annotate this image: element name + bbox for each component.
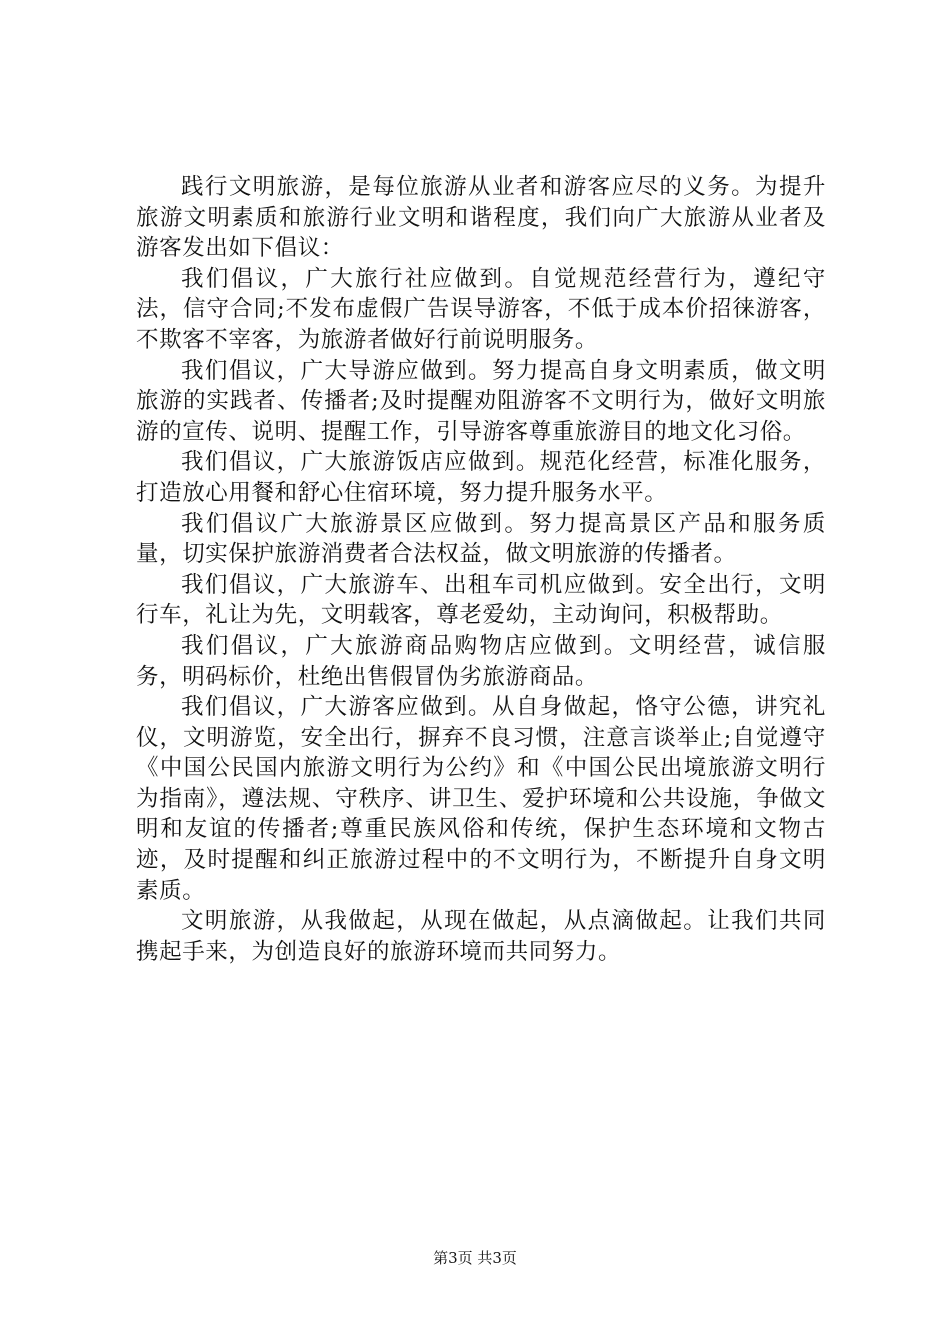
- page-footer: 第3页 共3页: [433, 1249, 517, 1267]
- paragraph-scenic-areas: 我们倡议广大旅游景区应做到。努力提高景区产品和服务质量，切实保护旅游消费者合法权益，做文明旅游的传播者。: [136, 510, 826, 568]
- paragraph-closing: 文明旅游，从我做起，从现在做起，从点滴做起。让我们共同携起手来，为创造良好的旅游环境而共同努力。: [136, 908, 826, 965]
- paragraph-drivers: 我们倡议，广大旅游车、出租车司机应做到。安全出行，文明行车，礼让为先，文明载客，尊老爱幼，主动询问，积极帮助。: [136, 571, 826, 629]
- paragraph-hotels: 我们倡议，广大旅游饭店应做到。规范化经营，标准化服务，打造放心用餐和舒心住宿环境，努力提升服务水平。: [136, 449, 826, 506]
- paragraph-intro: 践行文明旅游，是每位旅游从业者和游客应尽的义务。为提升旅游文明素质和旅游行业文明和谐程度，我们向广大旅游从业者及游客发出如下倡议：: [136, 174, 826, 262]
- paragraph-travel-agencies: 我们倡议，广大旅行社应做到。自觉规范经营行为，遵纪守法，信守合同;不发布虚假广告误导游客，不低于成本价招徕游客，不欺客不宰客，为旅游者做好行前说明服务。: [136, 265, 826, 353]
- document-body: [136, 172, 826, 967]
- paragraph-tourists: 我们倡议，广大游客应做到。从自身做起，恪守公德，讲究礼仪，文明游览，安全出行，摒弃不良习惯，注意言谈举止;自觉遵守《中国公民国内旅游文明行为公约》和《中国公民出境旅游文明行为指南》，遵法规、守秩序、讲卫生、爱护环境和公共设施，争做文明和友谊的传播者;尊重民族风俗和传统，保护生态环境和文物古迹，及时提醒和纠正旅游过程中的不文明行为，不断提升自身文明素质。: [136, 694, 826, 904]
- paragraph-tour-guides: 我们倡议，广大导游应做到。努力提高自身文明素质，做文明旅游的实践者、传播者;及时提醒劝阻游客不文明行为，做好文明旅游的宣传、说明、提醒工作，引导游客尊重旅游目的地文化习俗。: [136, 357, 826, 445]
- paragraph-shops: 我们倡议，广大旅游商品购物店应做到。文明经营，诚信服务，明码标价，杜绝出售假冒伪劣旅游商品。: [136, 632, 826, 690]
